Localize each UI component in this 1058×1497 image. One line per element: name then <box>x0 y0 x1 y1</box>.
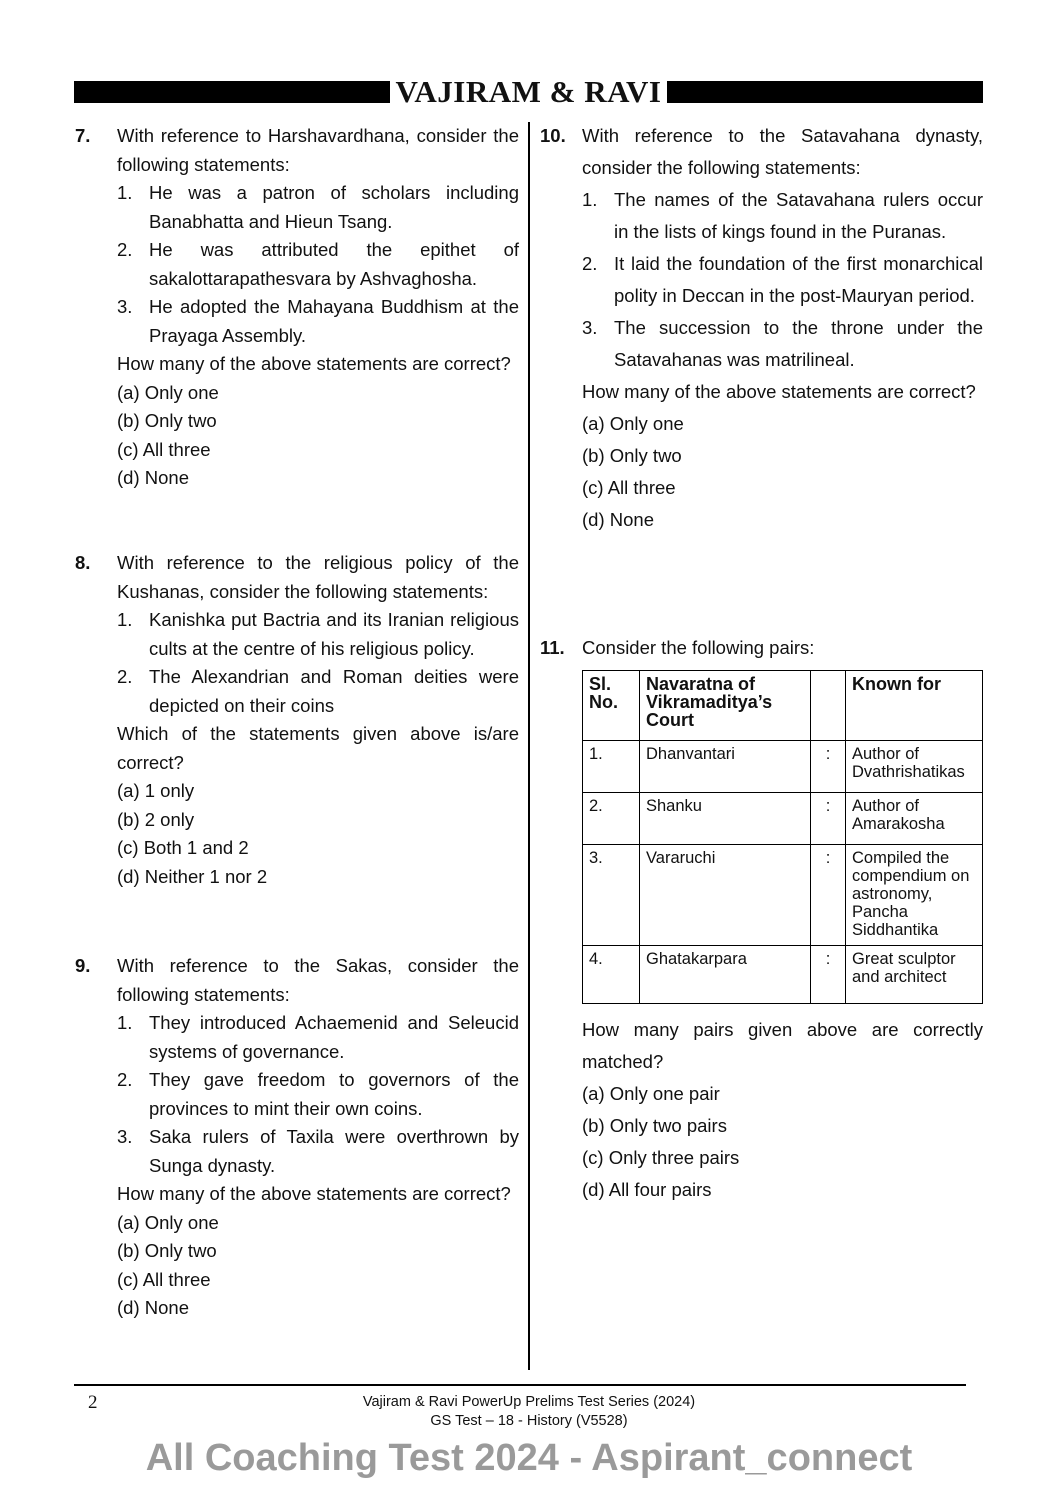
answer-option: (b) 2 only <box>117 808 195 830</box>
table-cell: : <box>811 793 846 845</box>
table-cell: 4. <box>583 946 640 1004</box>
statement-number: 2. <box>117 666 133 687</box>
statement-number: 1. <box>117 1012 133 1033</box>
question-number: 10. <box>540 125 566 146</box>
question-ask: How many of the above statements are correct? <box>582 381 976 402</box>
table-header-row <box>583 671 983 741</box>
question-body <box>582 632 983 1206</box>
table-cell: Dhanvantari <box>640 741 811 793</box>
header-bar-right <box>667 81 983 103</box>
statement <box>117 1123 519 1180</box>
statement-number: 1. <box>582 189 598 210</box>
table-cell: 1. <box>583 741 640 793</box>
statement <box>117 236 519 293</box>
answer-option: (b) Only two pairs <box>582 1115 727 1136</box>
statement <box>117 1009 519 1066</box>
statement-text: It laid the foundation of the first monarchical polity in Deccan in the post-Mauryan period. <box>614 253 983 306</box>
footer-test: GS Test – 18 - History (V5528) <box>430 1413 628 1429</box>
statement <box>117 1066 519 1123</box>
statement-number: 3. <box>582 317 598 338</box>
watermark: All Coaching Test 2024 - Aspirant_connect <box>145 1437 913 1479</box>
statement-text: Saka rulers of Taxila were overthrown by Sunga dynasty. <box>149 1126 519 1176</box>
statement <box>117 606 519 663</box>
statement-text: The Alexandrian and Roman deities were depicted on their coins <box>149 666 519 716</box>
answer-option: (a) 1 only <box>117 780 195 801</box>
question-number: 9. <box>75 955 91 976</box>
statement-number: 3. <box>117 1126 133 1147</box>
answer-option: (a) Only one <box>117 381 219 403</box>
statement-number: 2. <box>117 239 133 260</box>
table-cell: Ghatakarpara <box>640 946 811 1004</box>
table-cell: : <box>811 845 846 946</box>
question-body <box>117 122 519 493</box>
statement-number: 3. <box>117 296 133 317</box>
question-stem: With reference to the religious policy of the Kushanas, consider the following statements: <box>117 552 519 602</box>
question-number: 11. <box>540 637 565 658</box>
statement <box>117 663 519 720</box>
footer-series: Vajiram & Ravi PowerUp Prelims Test Series (2024) <box>362 1394 696 1410</box>
question-stem: Consider the following pairs: <box>582 637 815 658</box>
answer-option: (d) None <box>117 1297 189 1318</box>
statement <box>582 248 983 312</box>
table-cell: Shanku <box>640 793 811 845</box>
statement-number: 2. <box>117 1069 133 1090</box>
statement-text: He was a patron of scholars including Banabhatta and Hieun Tsang. <box>149 182 519 232</box>
brand-title: VAJIRAM & RAVI <box>395 74 662 109</box>
question-ask: How many of the above statements are correct? <box>117 1183 511 1204</box>
column-divider <box>528 122 530 1370</box>
page-header <box>74 74 983 109</box>
question-body <box>117 549 519 891</box>
answer-option: (d) None <box>582 509 654 530</box>
statement-text: The names of the Satavahana rulers occur in the lists of kings found in the Puranas. <box>614 189 983 242</box>
question-number: 7. <box>75 125 91 146</box>
statement <box>117 179 519 236</box>
statement-text: He was attributed the epithet of sakalottarapathesvara by Ashvaghosha. <box>149 239 519 289</box>
answer-option: (a) Only one <box>582 413 684 434</box>
table-cell: Great sculptor and architect <box>846 946 983 1004</box>
answer-option: (d) None <box>117 467 189 488</box>
statement-number: 1. <box>117 609 133 630</box>
statement-text: They gave freedom to governors of the provinces to mint their own coins. <box>149 1069 519 1119</box>
table-cell: Author of Amarakosha <box>846 793 983 845</box>
table-header-cell: Known for <box>846 671 983 741</box>
statement-number: 2. <box>582 253 598 274</box>
header-bar-left <box>74 81 390 103</box>
table-cell: 3. <box>583 845 640 946</box>
table-cell: Vararuchi <box>640 845 811 946</box>
answer-option: (b) Only two <box>117 410 217 431</box>
table-cell: : <box>811 741 846 793</box>
table-header-cell <box>811 671 846 741</box>
table-header-cell: Navaratna of Vikramaditya’s Court <box>640 671 811 741</box>
answer-option: (c) Both 1 and 2 <box>117 837 249 858</box>
question-stem: With reference to the Satavahana dynasty, consider the following statements: <box>582 125 983 178</box>
table-row <box>583 845 983 946</box>
table-cell: 2. <box>583 793 640 845</box>
table-header-cell: Sl. No. <box>583 671 640 741</box>
statement-text: He adopted the Mahayana Buddhism at the Prayaga Assembly. <box>149 296 519 346</box>
table-row <box>583 946 983 1004</box>
answer-option: (a) Only one pair <box>582 1083 720 1104</box>
footer-rule <box>74 1384 966 1386</box>
pairs-table <box>582 670 983 1004</box>
answer-option: (b) Only two <box>582 445 682 466</box>
answer-option: (c) All three <box>117 438 211 460</box>
answer-option: (c) All three <box>117 1268 211 1290</box>
table-cell: Author of Dvathrishatikas <box>846 741 983 793</box>
statement-text: The succession to the throne under the Satavahanas was matrilineal. <box>614 317 983 370</box>
answer-option: (d) Neither 1 nor 2 <box>117 865 268 887</box>
table-row <box>583 741 983 793</box>
question-ask: How many pairs given above are correctly matched? <box>582 1019 983 1072</box>
question-stem: With reference to the Sakas, consider the following statements: <box>117 955 519 1005</box>
statement-text: Kanishka put Bactria and its Iranian religious cults at the centre of his religious policy. <box>149 609 519 659</box>
answer-option: (c) All three <box>582 477 676 498</box>
statement <box>582 312 983 376</box>
answer-option: (a) Only one <box>117 1211 219 1233</box>
table-cell: Compiled the compendium on astronomy, Pancha Siddhantika <box>846 845 983 946</box>
question-stem: With reference to Harshavardhana, consider the following statements: <box>117 125 519 175</box>
question-ask: Which of the statements given above is/are correct? <box>117 723 519 773</box>
statement-number: 1. <box>117 182 133 203</box>
question-body <box>582 120 983 536</box>
statement <box>582 184 983 248</box>
table-row <box>583 793 983 845</box>
statement <box>117 293 519 350</box>
page-number: 2 <box>88 1392 98 1413</box>
answer-option: (b) Only two <box>117 1240 217 1261</box>
table-cell: : <box>811 946 846 1004</box>
question-ask: How many of the above statements are correct? <box>117 353 511 374</box>
question-number: 8. <box>75 552 91 573</box>
question-body <box>117 952 519 1323</box>
answer-option: (d) All four pairs <box>582 1179 712 1200</box>
answer-option: (c) Only three pairs <box>582 1147 740 1168</box>
statement-text: They introduced Achaemenid and Seleucid systems of governance. <box>149 1012 519 1062</box>
